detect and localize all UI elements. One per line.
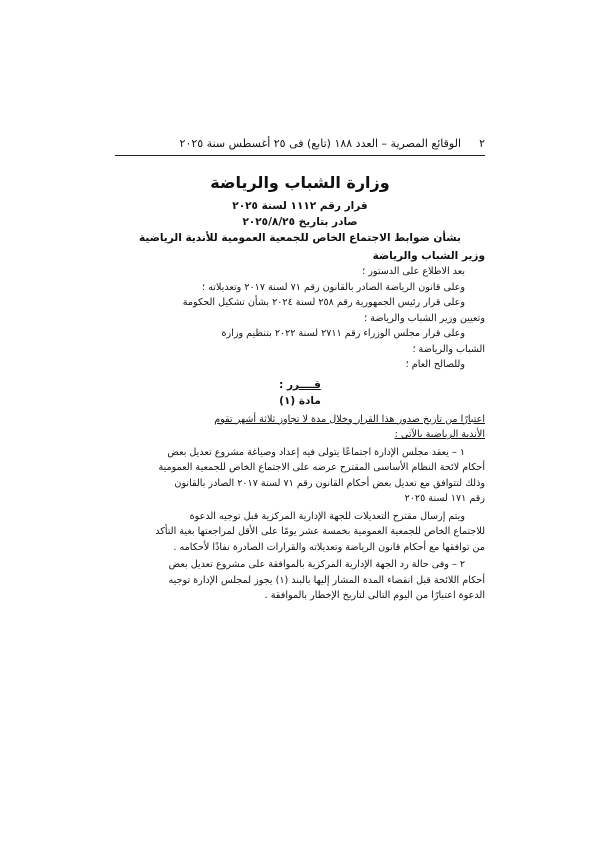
issue-date: صادر بتاريخ ٢٠٢٥/٨/٢٥: [242, 216, 358, 228]
decree-number: قرار رقم ١١١٢ لسنة ٢٠٢٥: [232, 200, 368, 212]
item1-line: رقم ١٧١ لسنة ٢٠٢٥: [404, 493, 485, 504]
preamble-line: الشباب والرياضة ؛: [412, 343, 485, 355]
page-number: ٢: [479, 137, 485, 150]
article-title: مادة (١): [279, 394, 321, 407]
decree-subject: بشأن ضوابط الاجتماع الخاص للجمعية العمومية للأندية الرياضية: [139, 232, 461, 244]
item1b-line: للاجتماع الخاص للجمعية العمومية بخمسة عشر يومًا على الأقل لمراجعتها بغية التأكد: [155, 526, 485, 537]
item2-line: الدعوة اعتبارًا من اليوم التالى لتاريخ الإخطار بالموافقة .: [264, 590, 485, 601]
item2-line: ٢ – وفى حالة رد الجهة الإدارية المركزية بالموافقة على مشروع تعديل بعض: [168, 559, 465, 570]
decree-heading: [115, 378, 485, 393]
page-header: [115, 137, 485, 156]
minister-heading: وزير الشباب والرياضة: [372, 250, 485, 262]
preamble-line: بعد الاطلاع على الدستور ؛: [362, 266, 465, 277]
decree-body: [115, 170, 485, 604]
item1-line: ١ – يعقد مجلس الإدارة اجتماعًا يتولى فيه إعداد وصياغة مشروع تعديل بعض: [167, 446, 465, 458]
item2-line: أحكام اللائحة قبل انقضاء المدة المشار إليها بالبند (١) يجوز لمجلس الإدارة توجيه: [168, 574, 485, 586]
ministry-title: وزارة الشباب والرياضة: [210, 173, 390, 192]
decree-word: قــــرر: [287, 378, 321, 391]
article-intro-line: اعتبارًا من تاريخ صدور هذا القرار وخلال مدة لا تجاوز ثلاثة أشهر تقوم: [214, 413, 485, 425]
preamble-line: وعلى قرار رئيس الجمهورية رقم ٢٥٨ لسنة ٢٠٢٤ بشأن تشكيل الحكومة: [182, 297, 465, 308]
item1b-line: من توافقها مع أحكام قانون الرياضة وتعديلاته والقرارات الصادرة نفاذًا لأحكامه .: [173, 541, 485, 553]
preamble-line: وللصالح العام ؛: [405, 359, 465, 370]
preamble-line: وعلى قرار مجلس الوزراء رقم ٢٧١١ لسنة ٢٠٢٢ بتنظيم وزارة: [221, 328, 465, 339]
item1-line: وذلك لتتوافق مع تعديل بعض أحكام القانون رقم ٧١ لسنة ٢٠١٧ الصادر بالقانون: [174, 477, 485, 489]
article-intro-line: الأندية الرياضية بالآتى :: [394, 429, 485, 440]
gazette-header-text: الوقائع المصرية – العدد ١٨٨ (تابع) فى ٢٥ أغسطس سنة ٢٠٢٥: [179, 137, 461, 150]
item1b-line: ويتم إرسال مقترح التعديلات للجهة الإدارية المركزية قبل توجيه الدعوة: [189, 510, 465, 522]
preamble-line: وتعيين وزير الشباب والرياضة ؛: [364, 312, 485, 324]
item1-line: أحكام لائحة النظام الأساسى المقترح عرضه على الاجتماع الخاص للجمعية العمومية: [158, 462, 485, 473]
decree-colon: :: [279, 378, 284, 391]
preamble-line: وعلى قانون الرياضة الصادر بالقانون رقم ٧١ لسنة ٢٠١٧ وتعديلاته ؛: [202, 281, 465, 293]
